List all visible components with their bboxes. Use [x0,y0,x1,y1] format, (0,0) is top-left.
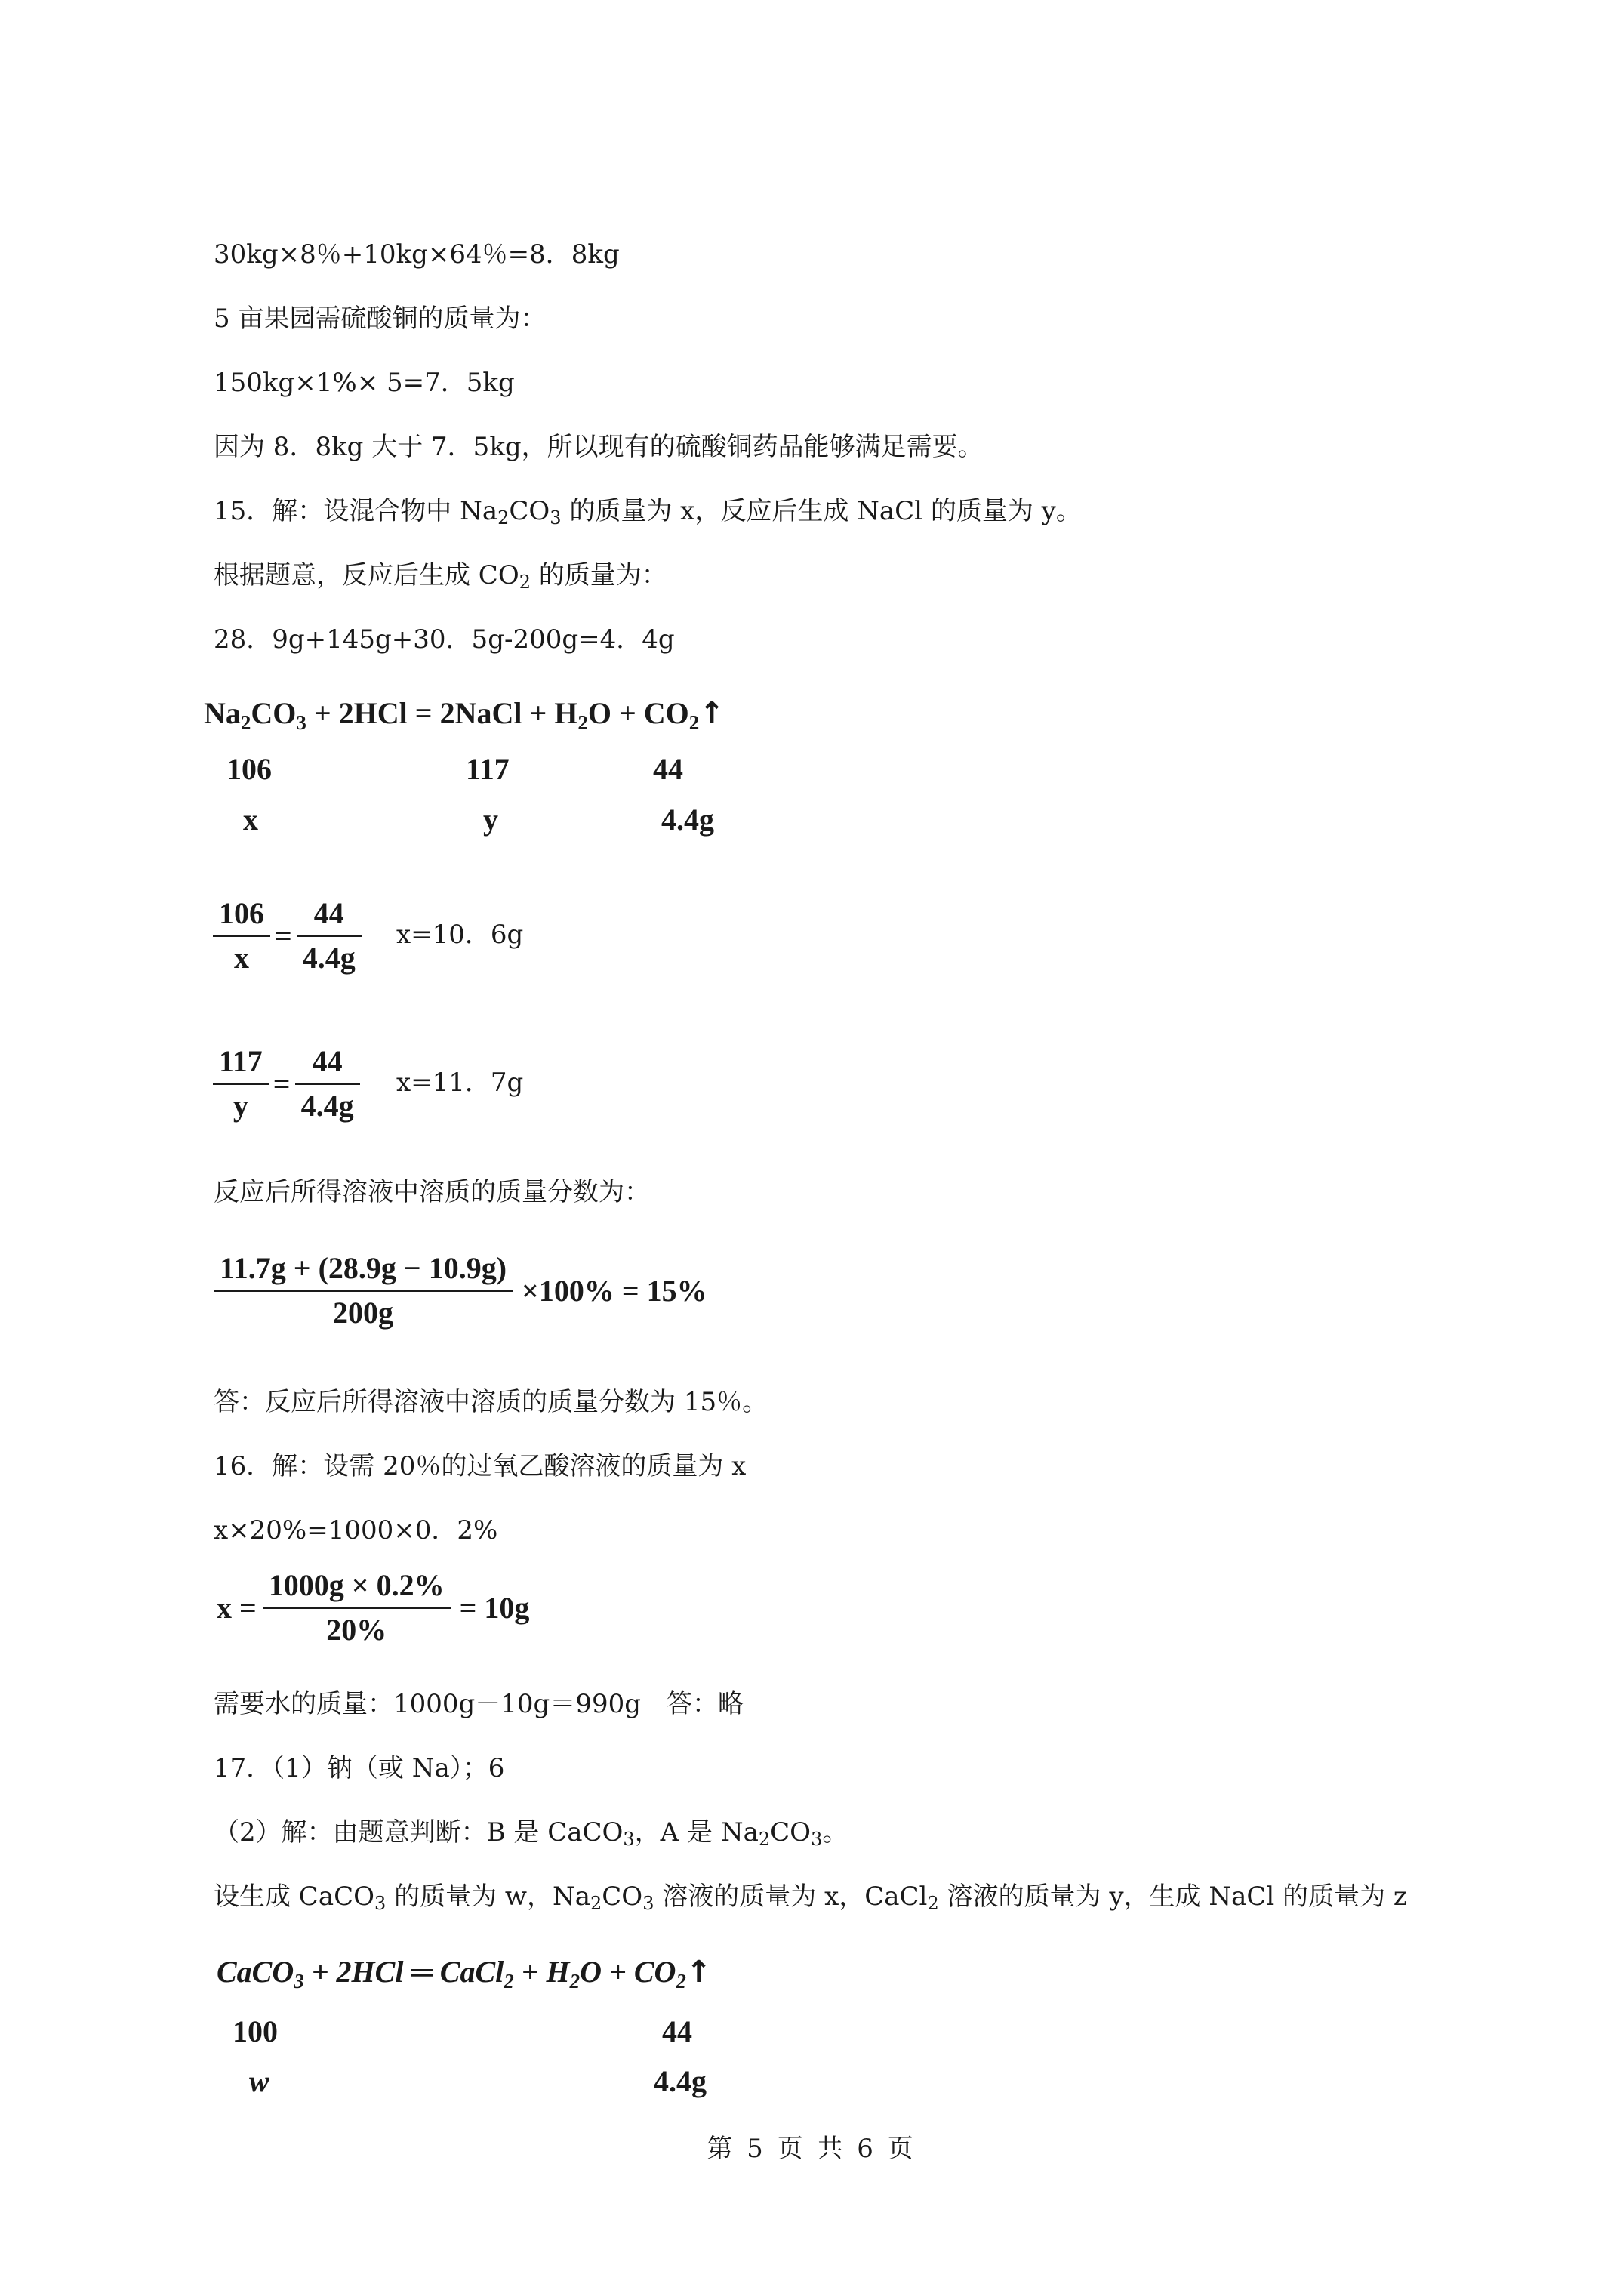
q15-answer: 答：反应后所得溶液中溶质的质量分数为 15％。 [214,1387,768,1417]
q16-solution-equation: x = $\frac{1000g \times 0.2\%}{20\%}$ = 10g [217,1568,530,1647]
gas-arrow-icon: ↑ [699,696,725,731]
unknown-y: y [483,803,498,837]
reaction-equation-caco3: CaCO$_3$ + 2HCl ═ CaCl$_2$ + $H_2O$ + $CO_2↑$ [217,1955,712,1992]
molar-mass-na2co3: 106 [226,752,272,786]
q16-setup-line: 16．解：设需 20％的过氧乙酸溶液的质量为 x [214,1451,747,1481]
mass-co2: 4.4g [661,803,714,837]
q17-part1: 17．（1）钠（或 Na）；6 [214,1753,505,1783]
calc-line-copper-available: 30kg×8％+10kg×64％=8．8kg [214,239,620,270]
mass-co2: 4.4g [654,2064,707,2098]
result-y: x=11．7g [396,1068,524,1098]
q15-co2-label: 根据题意，反应后生成 $CO_2$ 的质量为： [214,560,667,593]
molar-mass-caco3: 100 [233,2014,278,2048]
unknown-x: x [243,803,258,837]
ratio-equation-x: $\frac{106}{x}$ = $\frac{44}{4.4g}$ [213,892,362,979]
conclusion-line: 因为 8．8kg 大于 7．5kg，所以现有的硫酸铜药品能够满足需要。 [214,432,984,462]
q15-co2-calc: 28．9g+145g+30．5g-200g=4．4g [214,624,675,655]
molar-mass-co2: 44 [662,2014,692,2048]
molar-mass-nacl: 117 [466,752,510,786]
orchard-need-label: 5 亩果园需硫酸铜的质量为： [214,304,547,334]
q16-water-mass: 需要水的质量：1000g－10g＝990g 答：略 [214,1689,744,1719]
mass-fraction-equation: $\frac{11.7g + (28.9g - 10.9g)}{200g}$ ×100% = 15% [214,1247,707,1334]
page-footer: 第 5 页 共 6 页 [707,2134,916,2164]
calc-line-copper-needed: 150kg×1%× 5=7．5kg [214,368,515,398]
molar-mass-co2: 44 [653,752,683,786]
q15-setup-line: 15．解：设混合物中 $Na_2CO_3$ 的质量为 x，反应后生成 NaCl 的质量为 y。 [214,496,1082,529]
unknown-w: w [249,2064,269,2098]
reaction-equation-na2co3: $Na_2CO_3 + 2HCl$ = 2NaCl + $H_2O$ + $CO_2↑$ [204,696,725,734]
result-x: x=10．6g [396,920,524,950]
mass-fraction-label: 反应后所得溶液中溶质的质量分数为： [214,1177,650,1207]
ratio-equation-y: $\frac{117}{y}$ = $\frac{44}{4.4g}$ [213,1040,360,1127]
q17-setup-line: 设生成 CaCO$_3$ 的质量为 w，$Na_2CO_3$ 溶液的质量为 x，CaCl$_2$ 溶液的质量为 y，生成 NaCl 的质量为 z [214,1881,1407,1914]
q17-part2-judgement: （2）解：由题意判断：B 是 CaCO$_3$，A 是 $Na_2CO_3$。 [214,1817,848,1850]
gas-arrow-icon: ↑ [685,1955,712,1989]
q16-equation-line: x×20%=1000×0．2% [214,1515,498,1546]
